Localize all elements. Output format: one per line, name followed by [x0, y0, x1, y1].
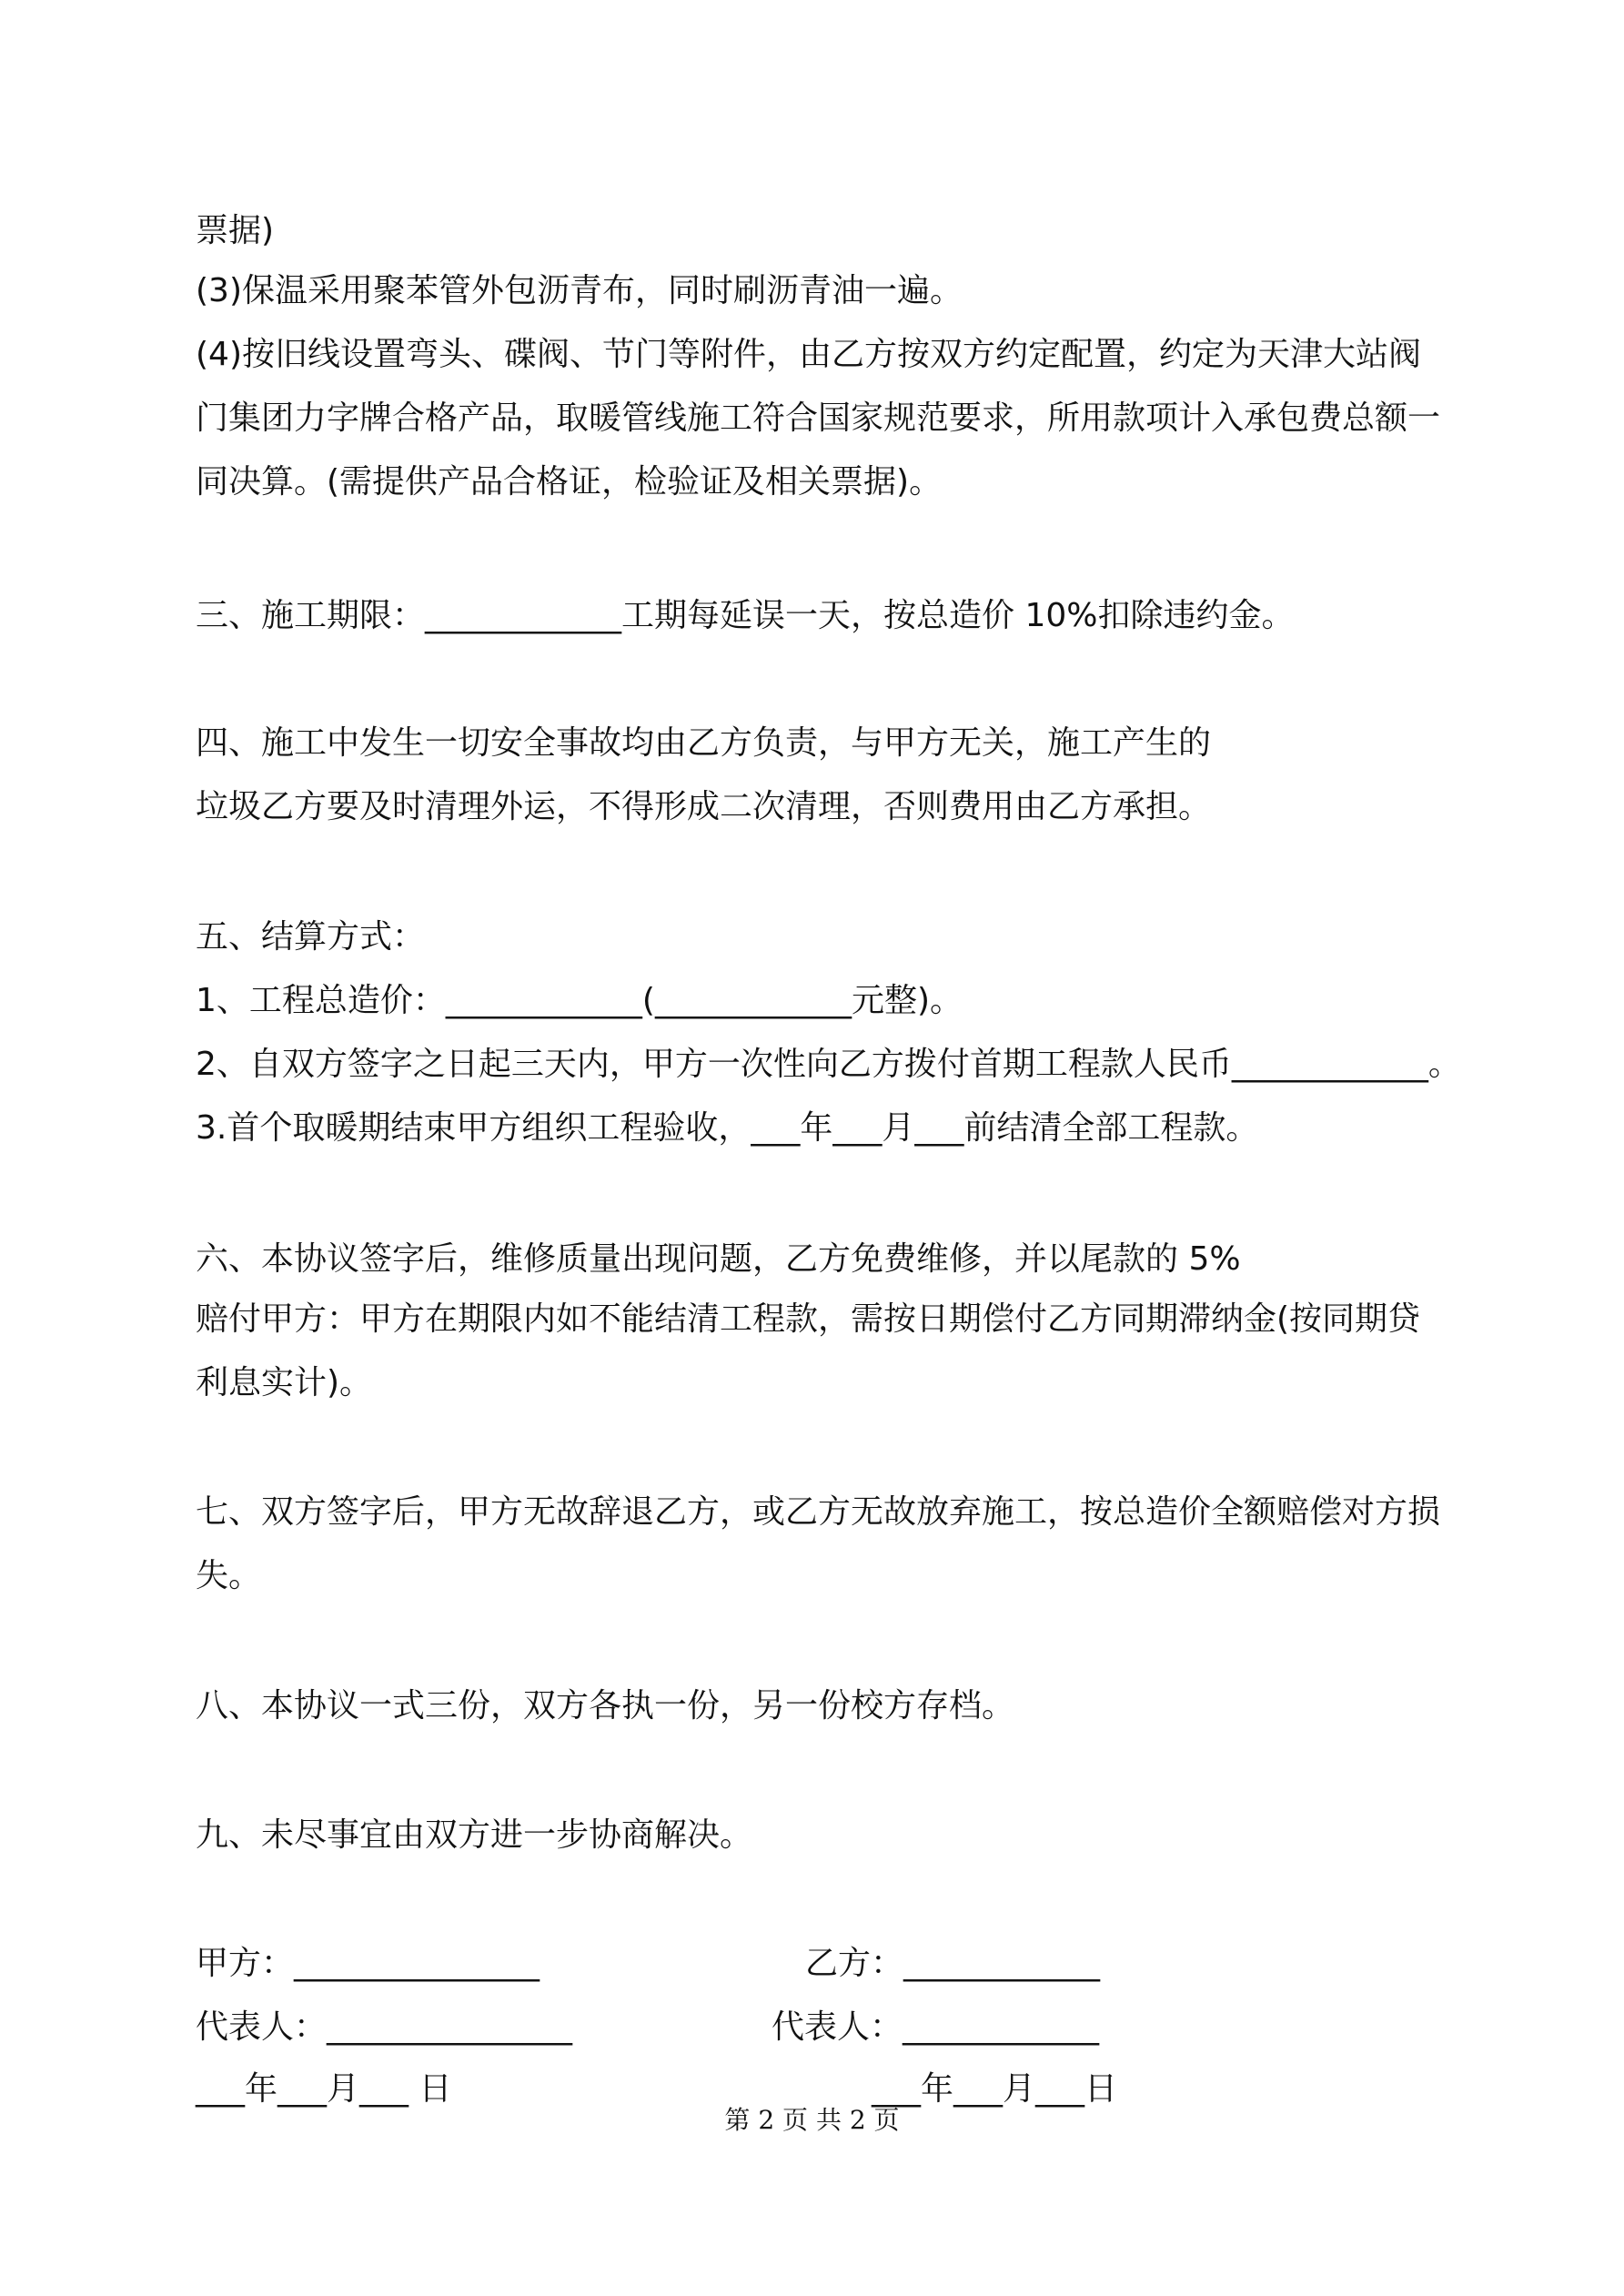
clause-6-line-1: 六、本协议签字后，维修质量出现问题，乙方免费维修，并以尾款的 5%: [196, 1240, 1241, 1278]
clause-2-item-4-line-3: 同决算。(需提供产品合格证，检验证及相关票据)。: [196, 463, 943, 501]
clause-2-item-4-line-1: (4)按旧线设置弯头、碟阀、节门等附件，由乙方按双方约定配置，约定为天津大站阀: [196, 336, 1421, 373]
clause-7-line-1: 七、双方签字后，甲方无故辞退乙方，或乙方无故放弃施工，按总造价全额赔偿对方损: [196, 1493, 1441, 1531]
signature-party-b: 乙方：____________: [805, 1945, 1101, 1982]
clause-3-construction-period: 三、施工期限：____________工期每延误一天，按总造价 10%扣除违约金。: [196, 597, 1295, 634]
clause-5-item-3: 3.首个取暖期结束甲方组织工程验收，___年___月___前结清全部工程款。: [196, 1109, 1259, 1147]
page-number-footer: 第 2 页 共 2 页: [724, 2105, 900, 2135]
clause-2-item-3: (3)保温采用聚苯管外包沥青布，同时刷沥青油一遍。: [196, 272, 963, 309]
clause-6-line-2: 赔付甲方：甲方在期限内如不能结清工程款，需按日期偿付乙方同期滞纳金(按同期贷: [196, 1300, 1421, 1338]
clause-5-item-1: 1、工程总造价：____________(____________元整)。: [196, 982, 963, 1019]
signature-date-a: ___年___月___ 日: [196, 2070, 452, 2108]
clause-4-line-2: 垃圾乙方要及时清理外运，不得形成二次清理，否则费用由乙方承担。: [196, 788, 1212, 825]
signature-date-b: ___年___月___日: [872, 2070, 1118, 2108]
clause-5-item-2: 2、自双方签字之日起三天内，甲方一次性向乙方拨付首期工程款人民币____________。: [196, 1046, 1461, 1083]
clause-7-line-2: 失。: [196, 1557, 262, 1594]
signature-representative-a: 代表人：_______________: [196, 2008, 573, 2046]
clause-4-line-1: 四、施工中发生一切安全事故均由乙方负责，与甲方无关，施工产生的: [196, 724, 1212, 762]
clause-6-line-3: 利息实计)。: [196, 1364, 373, 1401]
clause-9: 九、未尽事宜由双方进一步协商解决。: [196, 1816, 753, 1854]
continuation-receipt: 票据): [196, 212, 275, 249]
clause-2-item-4-line-2: 门集团力字牌合格产品，取暖管线施工符合国家规范要求，所用款项计入承包费总额一: [196, 400, 1441, 437]
clause-5-heading: 五、结算方式：: [196, 918, 426, 956]
signature-representative-b: 代表人：____________: [772, 2008, 1100, 2046]
clause-8: 八、本协议一式三份，双方各执一份，另一份校方存档。: [196, 1687, 1015, 1725]
signature-party-a: 甲方：_______________: [196, 1945, 540, 1982]
